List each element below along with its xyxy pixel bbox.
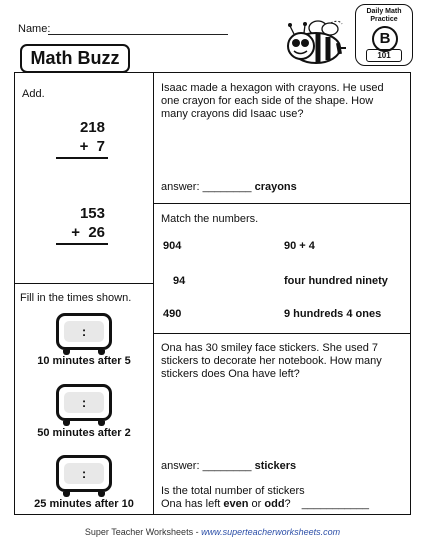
evenodd-line2 (161, 498, 411, 511)
footer-site-link[interactable]: www.superteacherworksheets.com (201, 527, 341, 537)
match-right-3[interactable]: 9 hundreds 4 ones (284, 308, 382, 320)
clock-foot (63, 492, 70, 497)
problem2-bottom: + 26 (71, 224, 105, 241)
bee-icon (280, 18, 350, 70)
badge-title: Daily Math Practice (366, 8, 402, 23)
digital-clock-icon (56, 455, 112, 492)
match-left-2[interactable]: 94 (173, 275, 186, 287)
evenodd-prefix: Ona has left (161, 498, 221, 510)
worksheet-title: Math Buzz (20, 44, 130, 73)
stickers-question: Ona has 30 smiley face stickers. She used 7 stickers to decorate her notebook. How many stickers does Ona have left? (161, 342, 382, 380)
problem1-top: 218 (79, 119, 105, 136)
hexagon-answer-label: answer: ________ (161, 181, 252, 193)
evenodd-suffix: ? (284, 498, 291, 510)
digital-clock-icon (56, 313, 112, 350)
clock-1-caption: 10 minutes after 5 (37, 355, 131, 367)
match-left-1[interactable]: 904 (163, 240, 182, 252)
clock-1 (56, 313, 112, 350)
daily-math-badge (355, 4, 413, 66)
digital-clock-icon (56, 384, 112, 421)
odd-word: odd (264, 498, 285, 510)
divider-left (14, 283, 153, 284)
stickers-answer-unit: stickers (254, 460, 297, 472)
footer-brand: Super Teacher Worksheets (84, 527, 194, 537)
clock-3-display[interactable]: : (64, 463, 104, 484)
add-label: Add. (22, 88, 45, 100)
hexagon-question: Isaac made a hexagon with crayons. He used one crayon for each side of the shape. How many crayons did Isaac use? (161, 82, 384, 120)
divider-right-1 (153, 203, 411, 204)
hexagon-answer-unit: crayons (254, 181, 297, 193)
match-left-3[interactable]: 490 (163, 308, 182, 320)
clock-2-caption: 50 minutes after 2 (37, 427, 131, 439)
match-right-1[interactable]: 90 + 4 (284, 240, 315, 252)
problem2-rule (56, 243, 108, 245)
name-label: Name: (18, 23, 51, 35)
problem2-top: 153 (79, 205, 105, 222)
clock-2-display[interactable]: : (64, 392, 104, 413)
clock-3-caption: 25 minutes after 10 (34, 498, 134, 510)
hexagon-answer[interactable] (161, 181, 297, 194)
match-right-2[interactable]: four hundred ninety (284, 275, 388, 287)
name-blank-line[interactable] (48, 34, 228, 35)
clock-2 (56, 384, 112, 421)
clock-foot (63, 421, 70, 426)
problem1-rule (56, 157, 108, 159)
evenodd-line1: Is the total number of stickers (161, 485, 305, 497)
problem1-bottom: + 7 (79, 138, 105, 155)
or-word: or (251, 498, 262, 510)
badge-number: 101 (366, 49, 402, 62)
column-divider (153, 72, 154, 515)
clock-foot (98, 492, 105, 497)
badge-letter: B (372, 26, 398, 52)
clock-3 (56, 455, 112, 492)
times-label: Fill in the times shown. (20, 292, 132, 304)
divider-right-2 (153, 333, 411, 334)
clock-1-display[interactable]: : (64, 321, 104, 342)
footer (0, 527, 425, 537)
evenodd-blank[interactable]: ___________ (301, 498, 370, 510)
match-label: Match the numbers. (161, 213, 259, 225)
even-word: even (223, 498, 249, 510)
clock-foot (98, 421, 105, 426)
stickers-answer-label: answer: ________ (161, 460, 252, 472)
stickers-answer[interactable] (161, 460, 296, 473)
footer-separator: - (193, 527, 202, 537)
